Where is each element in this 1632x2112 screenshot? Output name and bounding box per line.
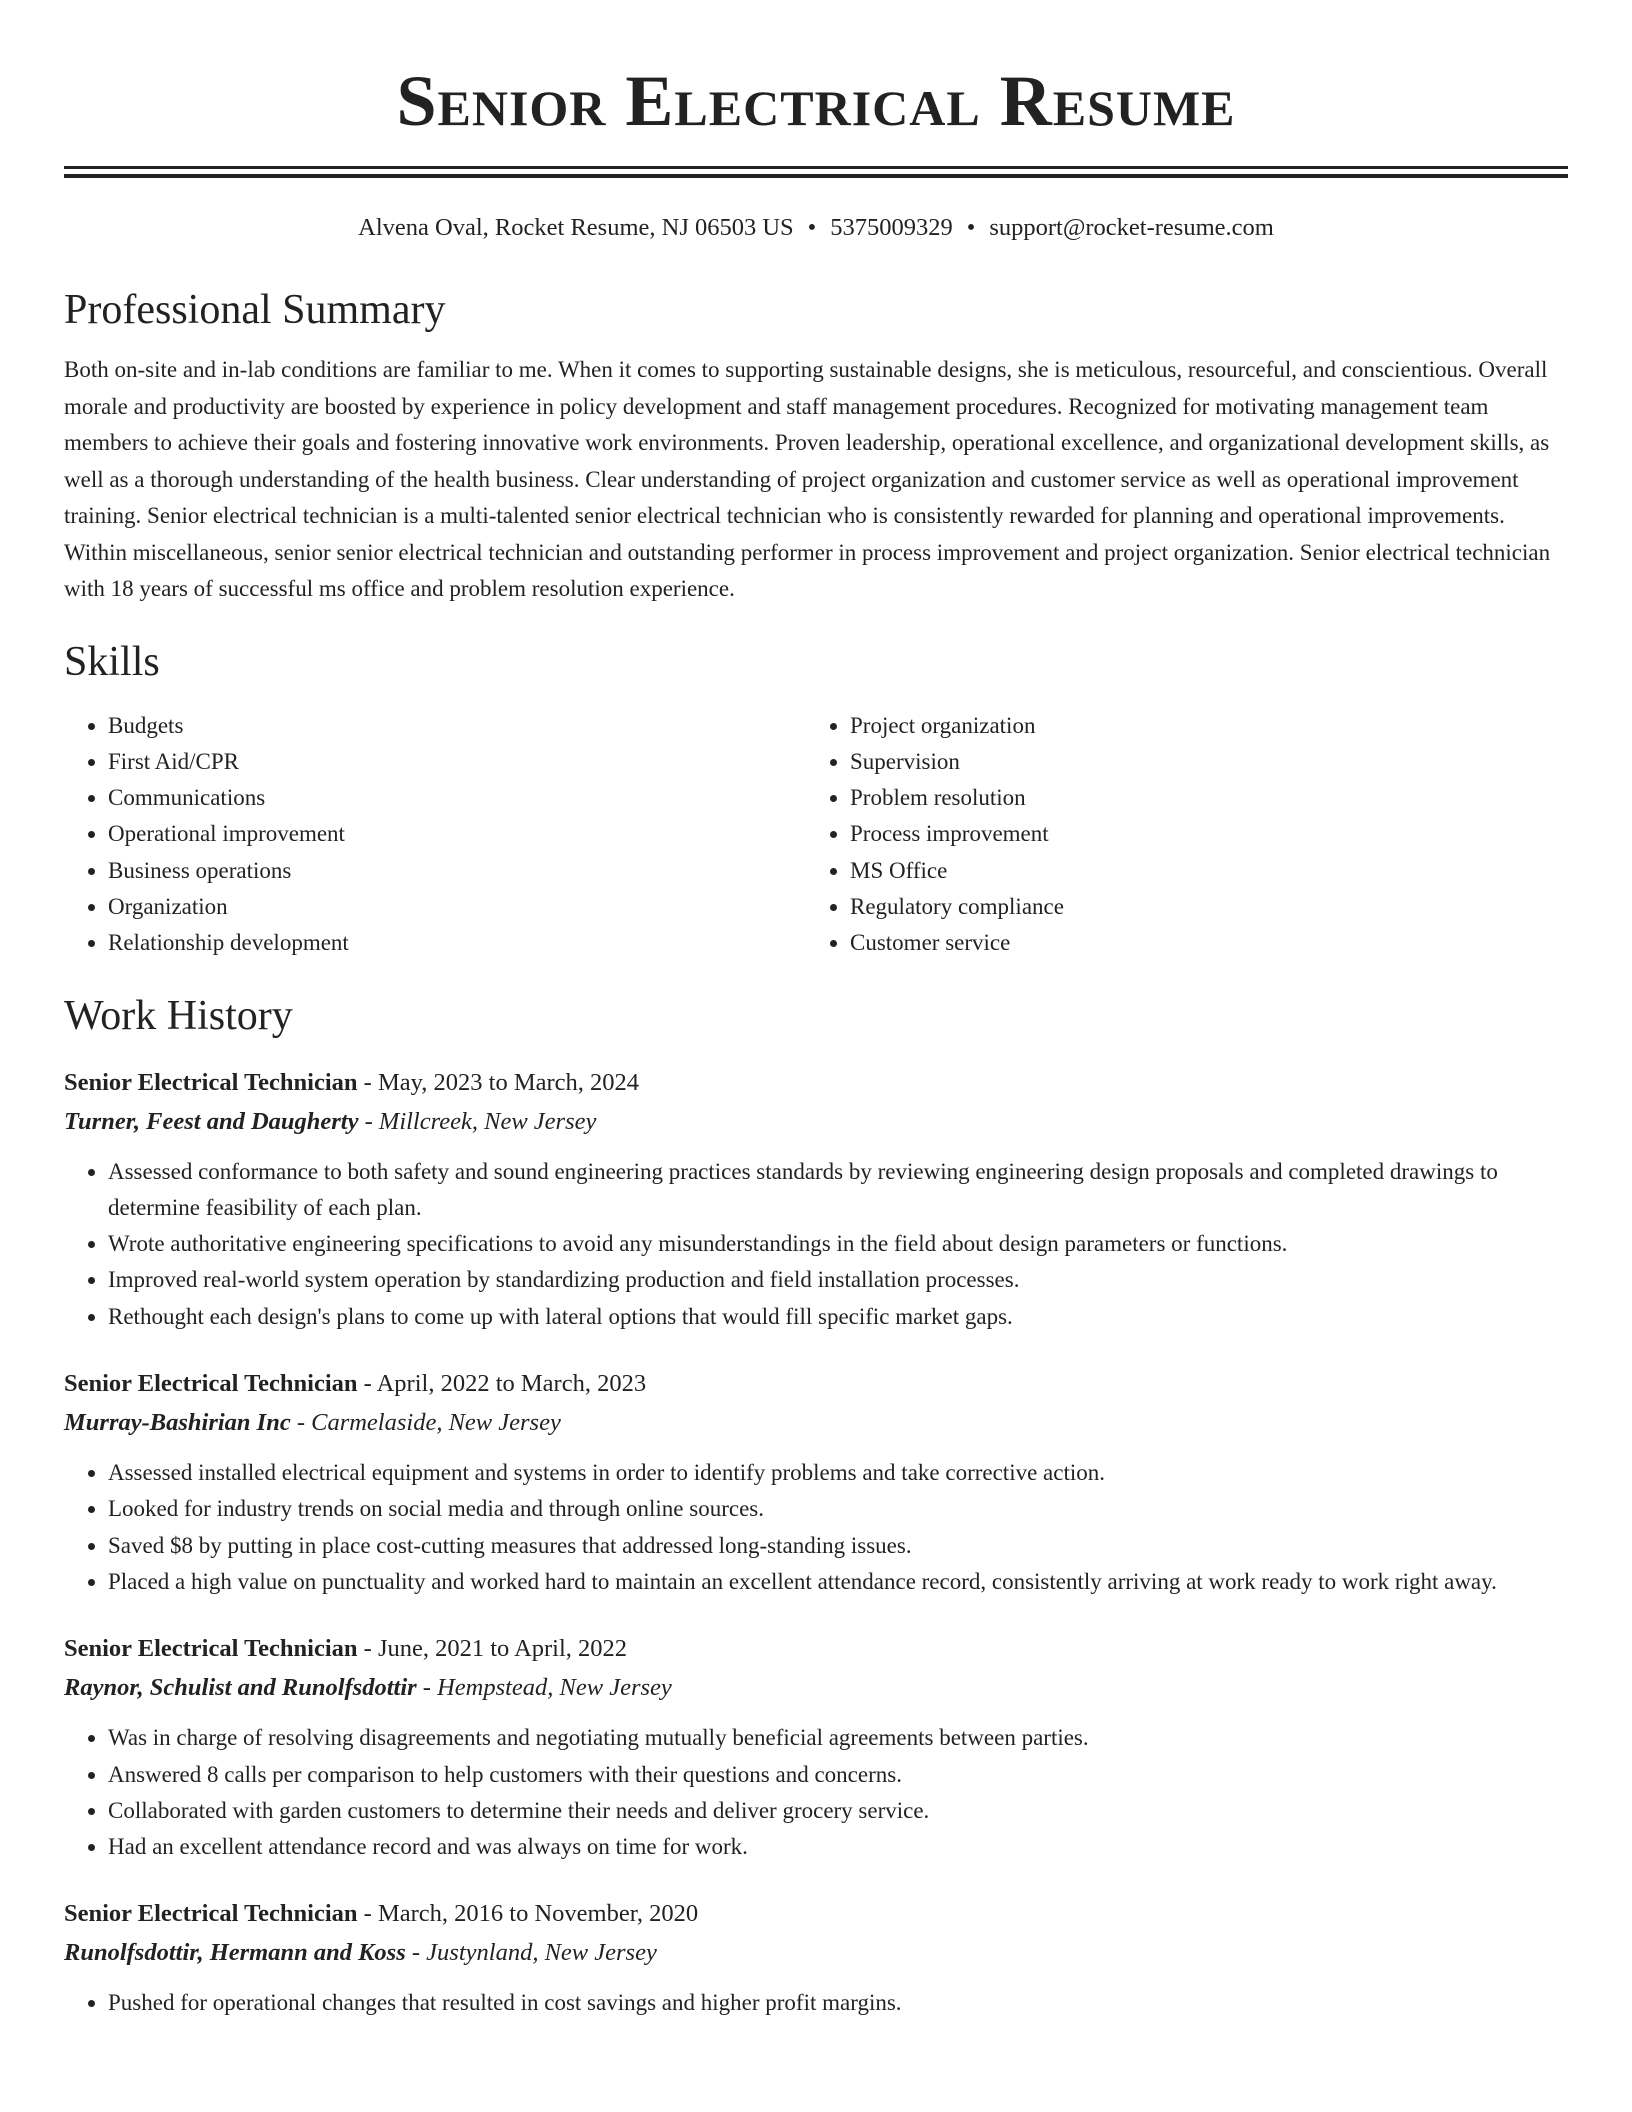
job-entry bbox=[64, 1365, 1568, 1600]
job-dates: - May, 2023 to March, 2024 bbox=[357, 1068, 640, 1096]
contact-phone: 5375009329 bbox=[830, 214, 953, 241]
job-dates: - March, 2016 to November, 2020 bbox=[357, 1900, 699, 1928]
job-bullets bbox=[64, 1455, 1568, 1600]
job-header bbox=[64, 1365, 1568, 1403]
skill-item: • First Aid/CPR bbox=[108, 744, 806, 780]
contact-address: Alvena Oval, Rocket Resume, NJ 06503 US bbox=[358, 214, 794, 241]
job-bullet: • Wrote authoritative engineering specifications to avoid any misunderstandings in the field about design parameters or functions. bbox=[108, 1226, 1568, 1262]
job-company: Murray-Bashirian Inc bbox=[64, 1409, 291, 1437]
job-bullet: • Saved $8 by putting in place cost-cutting measures that addressed long-standing issues. bbox=[108, 1528, 1568, 1564]
job-header bbox=[64, 1630, 1568, 1668]
job-bullets bbox=[64, 1720, 1568, 1865]
job-location: - Millcreek, New Jersey bbox=[358, 1107, 597, 1135]
job-bullets bbox=[64, 1985, 1568, 2021]
job-dates: - June, 2021 to April, 2022 bbox=[357, 1635, 628, 1663]
job-bullet: • Collaborated with garden customers to determine their needs and deliver grocery service. bbox=[108, 1793, 1568, 1829]
skill-item: • Communications bbox=[108, 780, 806, 816]
job-role: Senior Electrical Technician bbox=[64, 1068, 358, 1096]
skills-heading: Skills bbox=[64, 638, 160, 685]
job-location: - Carmelaside, New Jersey bbox=[290, 1409, 561, 1437]
job-bullet: • Had an excellent attendance record and was always on time for work. bbox=[108, 1829, 1568, 1865]
skill-item: • Operational improvement bbox=[108, 816, 806, 852]
job-bullet: • Assessed conformance to both safety and sound engineering practices standards by reviewing engineering design proposals and completed drawings to determine feasibility of each plan. bbox=[108, 1154, 1568, 1227]
job-entry bbox=[64, 1630, 1568, 1865]
title-divider-bottom bbox=[64, 174, 1568, 178]
job-employer bbox=[64, 1933, 1568, 1973]
job-employer bbox=[64, 1403, 1568, 1443]
job-bullet: • Was in charge of resolving disagreements and negotiating mutually beneficial agreements between parties. bbox=[108, 1720, 1568, 1756]
job-bullet: • Placed a high value on punctuality and worked hard to maintain an excellent attendance record, consistently arriving at work ready to work right away. bbox=[108, 1564, 1568, 1600]
job-bullet: • Rethought each design's plans to come up with lateral options that would fill specific market gaps. bbox=[108, 1299, 1568, 1335]
job-bullet: • Assessed installed electrical equipment and systems in order to identify problems and take corrective action. bbox=[108, 1455, 1568, 1491]
skill-item: • Process improvement bbox=[850, 816, 1548, 852]
summary-text: Both on-site and in-lab conditions are familiar to me. When it comes to supporting sustainable designs, she is meticulous, resourceful, and conscientious. Overall morale and productivity are boosted by experience in policy development and staff management procedures. Recognized for motivating management team members to achieve their goals and fostering innovative work environments. Proven leadership, operational excellence, and organizational development skills, as well as a thorough understanding of the health business. Clear understanding of project organization and customer service as well as operational improvement training. Senior electrical technician is a multi-talented senior electrical technician who is consistently rewarded for planning and operational improvements. Within miscellaneous, senior senior electrical technician and outstanding performer in process improvement and project organization. Senior electrical technician with 18 years of successful ms office and problem resolution experience. bbox=[64, 357, 1551, 601]
job-bullet: • Pushed for operational changes that resulted in cost savings and higher profit margins. bbox=[108, 1985, 1568, 2021]
job-company: Runolfsdottir, Hermann and Koss bbox=[64, 1939, 406, 1967]
contact-separator: • bbox=[966, 214, 976, 241]
summary-heading: Professional Summary bbox=[64, 287, 446, 333]
skill-item: • MS Office bbox=[850, 853, 1548, 889]
job-entry bbox=[64, 1064, 1568, 1335]
contact-line bbox=[64, 212, 1568, 244]
skills-column-right bbox=[806, 708, 1548, 962]
job-bullets bbox=[64, 1154, 1568, 1335]
skill-item: • Organization bbox=[108, 889, 806, 925]
job-role: Senior Electrical Technician bbox=[64, 1635, 358, 1663]
skill-item: • Business operations bbox=[108, 853, 806, 889]
job-header bbox=[64, 1895, 1568, 1933]
title-divider-top bbox=[64, 166, 1568, 169]
job-bullet: • Looked for industry trends on social media and through online sources. bbox=[108, 1491, 1568, 1527]
skill-item: • Project organization bbox=[850, 708, 1548, 744]
skill-item: • Regulatory compliance bbox=[850, 889, 1548, 925]
resume-title: Senior Electrical Resume bbox=[396, 61, 1236, 141]
job-company: Turner, Feest and Daugherty bbox=[64, 1107, 359, 1135]
resume-page bbox=[64, 0, 1568, 2022]
job-role: Senior Electrical Technician bbox=[64, 1900, 358, 1928]
skills-list bbox=[64, 708, 1568, 962]
job-dates: - April, 2022 to March, 2023 bbox=[357, 1370, 647, 1398]
job-employer bbox=[64, 1102, 1568, 1142]
contact-separator: • bbox=[807, 214, 817, 241]
job-location: - Hempstead, New Jersey bbox=[416, 1674, 672, 1702]
job-role: Senior Electrical Technician bbox=[64, 1370, 358, 1398]
skill-item: • Budgets bbox=[108, 708, 806, 744]
skill-item: • Relationship development bbox=[108, 925, 806, 961]
job-bullet: • Answered 8 calls per comparison to help customers with their questions and concerns. bbox=[108, 1757, 1568, 1793]
job-location: - Justynland, New Jersey bbox=[405, 1939, 657, 1967]
skill-item: • Supervision bbox=[850, 744, 1548, 780]
contact-email: support@rocket-resume.com bbox=[989, 214, 1274, 241]
job-entry bbox=[64, 1895, 1568, 2021]
skills-column-left bbox=[64, 708, 806, 962]
skill-item: • Problem resolution bbox=[850, 780, 1548, 816]
job-company: Raynor, Schulist and Runolfsdottir bbox=[64, 1674, 417, 1702]
job-header bbox=[64, 1064, 1568, 1102]
work-history-heading: Work History bbox=[64, 992, 293, 1039]
job-bullet: • Improved real-world system operation by standardizing production and field installation processes. bbox=[108, 1262, 1568, 1298]
skill-item: • Customer service bbox=[850, 925, 1548, 961]
job-employer bbox=[64, 1668, 1568, 1708]
